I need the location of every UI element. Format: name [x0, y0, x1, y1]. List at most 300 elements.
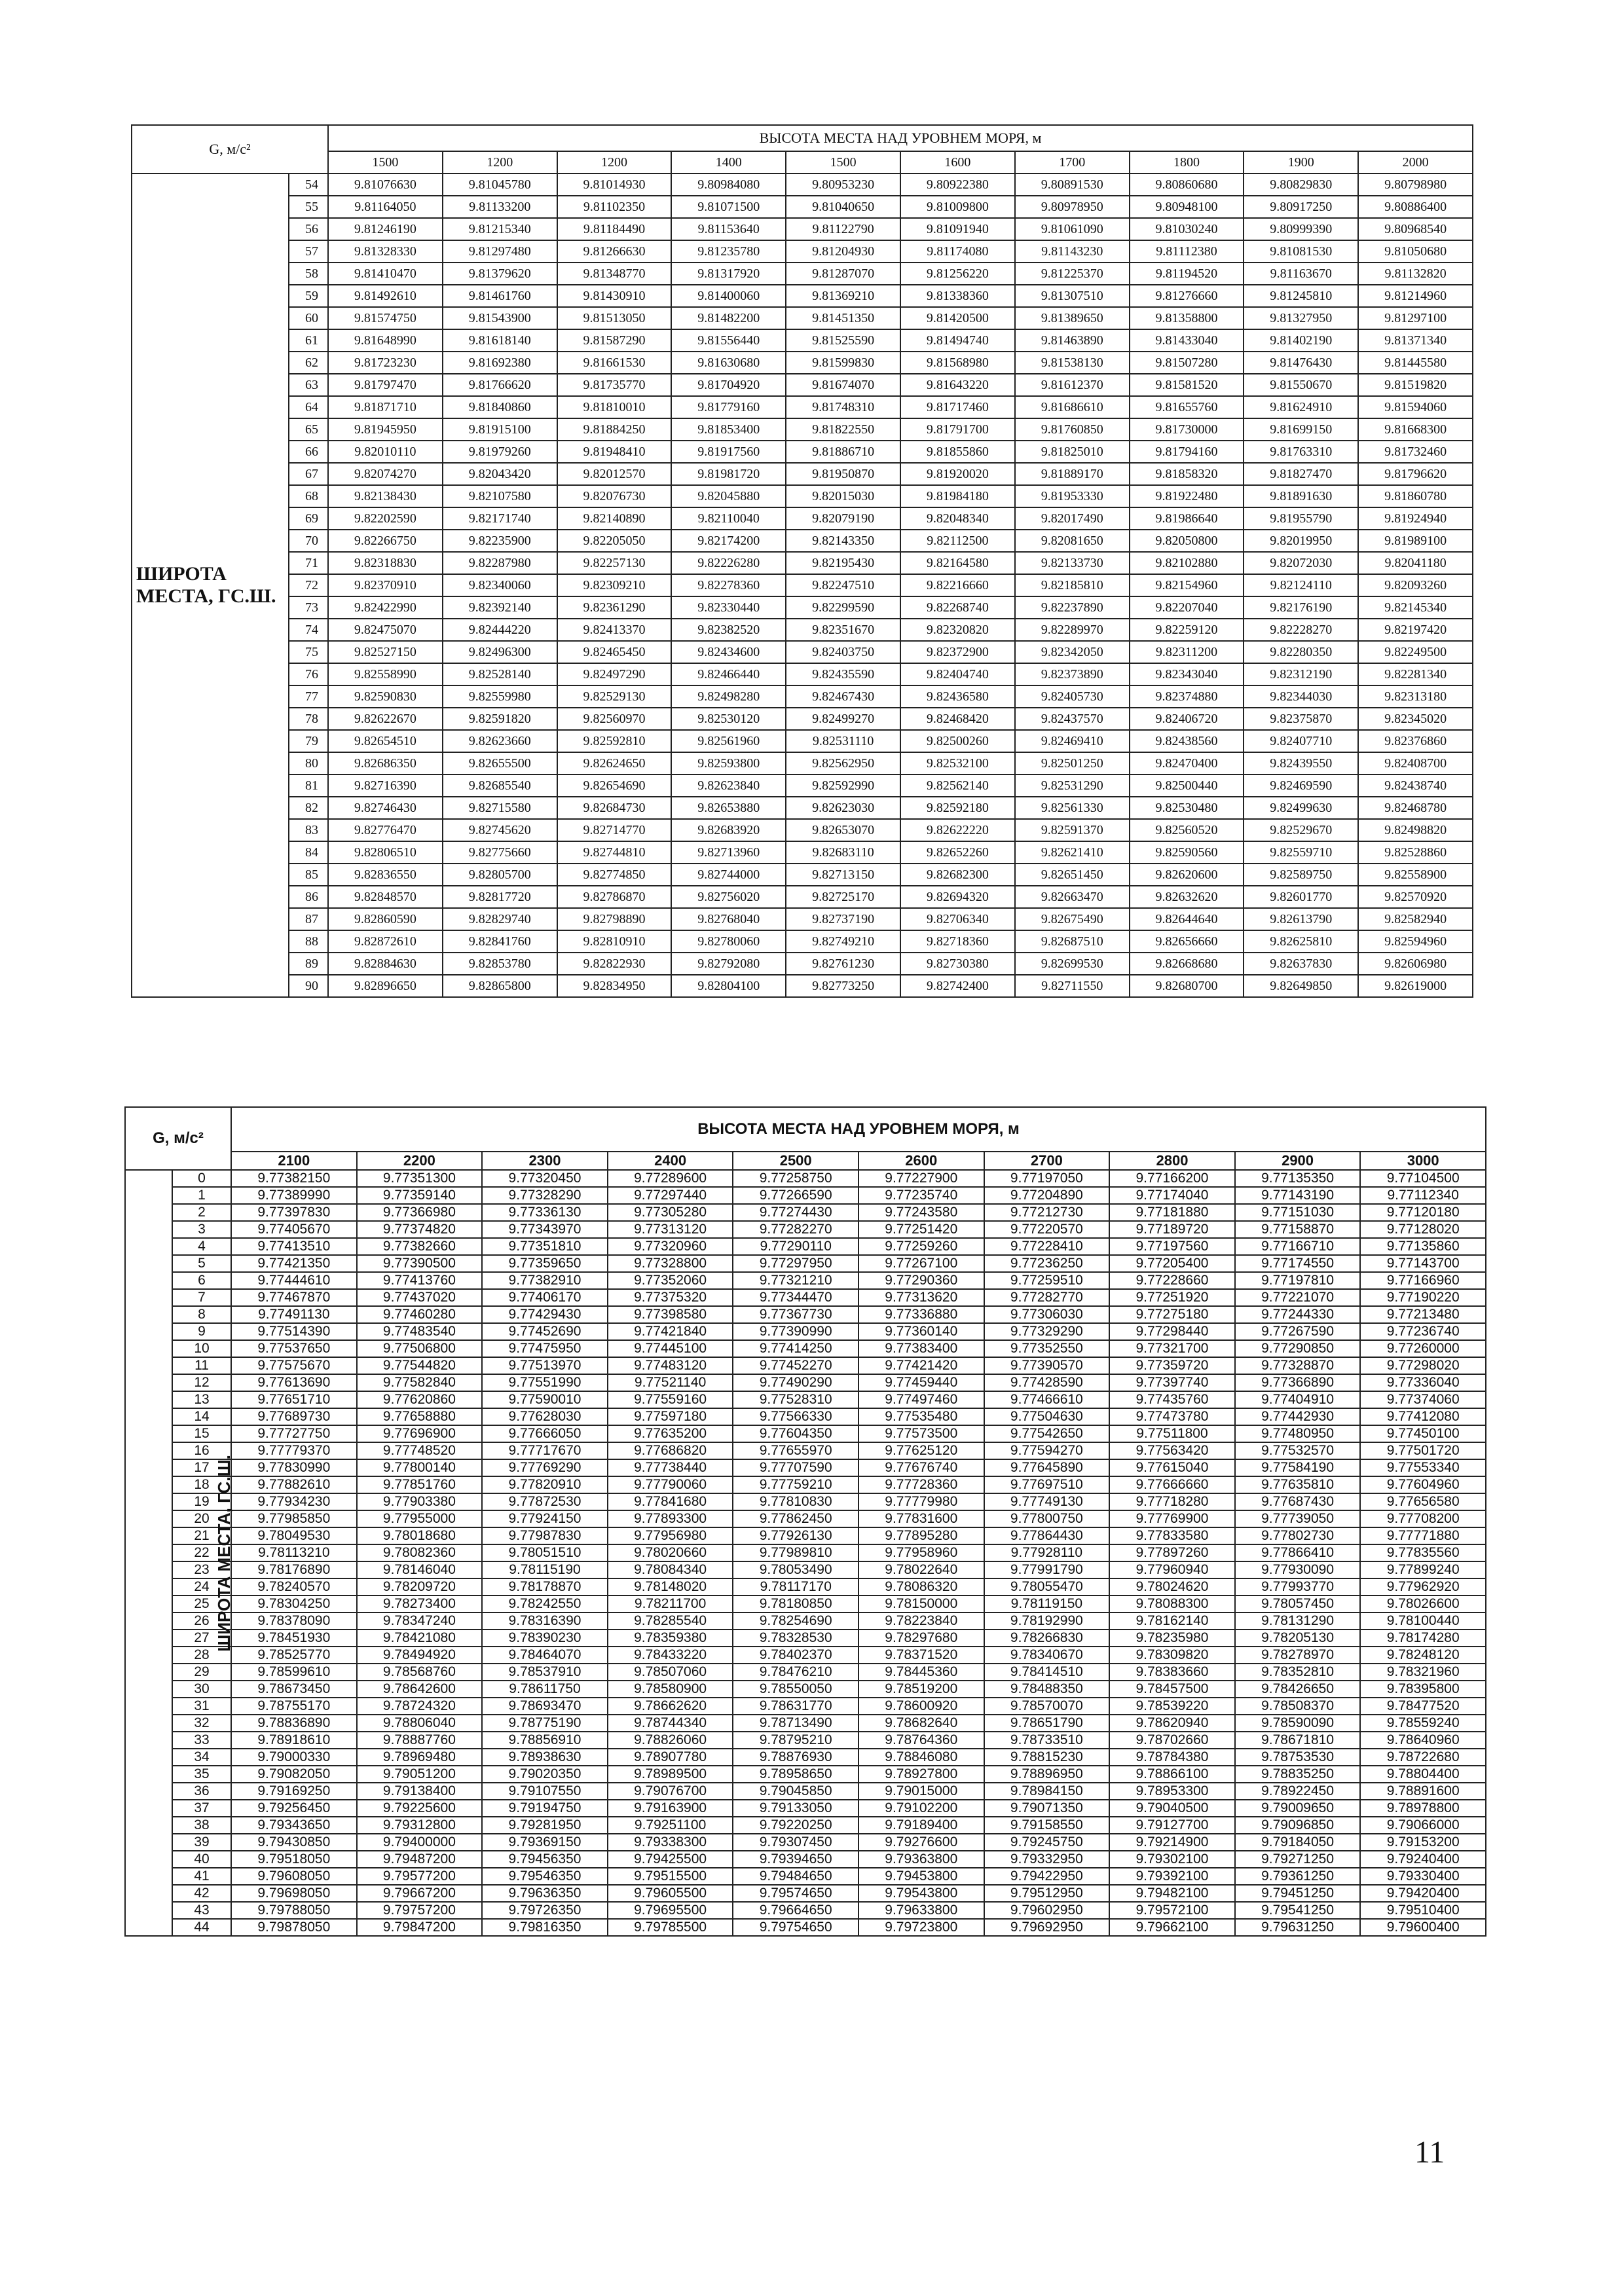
gravity-value-cell: 9.79605500	[608, 1885, 733, 1902]
gravity-value-cell: 9.81215340	[443, 218, 557, 240]
gravity-value-cell: 9.82370910	[328, 574, 443, 596]
gravity-value-cell: 9.77930090	[1235, 1561, 1361, 1578]
gravity-value-cell: 9.82623840	[671, 774, 786, 797]
gravity-value-cell: 9.82768040	[671, 908, 786, 930]
table-row	[125, 1544, 1486, 1561]
gravity-value-cell: 9.82079190	[786, 507, 900, 530]
gravity-value-cell: 9.77221070	[1235, 1289, 1361, 1306]
gravity-value-cell: 9.81030240	[1130, 218, 1244, 240]
gravity-value-cell: 9.78192990	[984, 1613, 1110, 1630]
gravity-value-cell: 9.81256220	[900, 263, 1015, 285]
gravity-value-cell: 9.79302100	[1109, 1851, 1235, 1868]
gravity-value-cell: 9.78211700	[608, 1595, 733, 1613]
gravity-value-cell: 9.77460280	[357, 1306, 483, 1323]
table-row	[125, 1885, 1486, 1902]
gravity-value-cell: 9.82207040	[1130, 596, 1244, 619]
gravity-value-cell: 9.79276600	[858, 1834, 984, 1851]
table-row	[125, 1187, 1486, 1204]
gravity-value-cell: 9.78273400	[357, 1595, 483, 1613]
gravity-value-cell: 9.81163670	[1244, 263, 1358, 285]
gravity-value-cell: 9.77514390	[231, 1323, 357, 1340]
gravity-value-cell: 9.82408700	[1358, 752, 1473, 774]
gravity-value-cell: 9.78414510	[984, 1664, 1110, 1681]
gravity-value-cell: 9.78611750	[482, 1681, 608, 1698]
gravity-value-cell: 9.82342050	[1015, 641, 1130, 663]
gravity-value-cell: 9.82699530	[1015, 953, 1130, 975]
gravity-value-cell: 9.81410470	[328, 263, 443, 285]
gravity-value-cell: 9.82268740	[900, 596, 1015, 619]
gravity-value-cell: 9.77749130	[984, 1493, 1110, 1510]
gravity-value-cell: 9.77321700	[1109, 1340, 1235, 1357]
gravity-value-cell: 9.77893300	[608, 1510, 733, 1527]
gravity-value-cell: 9.82496300	[443, 641, 557, 663]
gravity-value-cell: 9.77597180	[608, 1408, 733, 1425]
latitude-cell: 4	[172, 1238, 231, 1255]
gravity-value-cell: 9.82176190	[1244, 596, 1358, 619]
gravity-value-cell: 9.81655760	[1130, 396, 1244, 418]
gravity-value-cell: 9.82652260	[900, 841, 1015, 864]
gravity-value-cell: 9.78815230	[984, 1749, 1110, 1766]
gravity-value-cell: 9.82041180	[1358, 552, 1473, 574]
gravity-value-cell: 9.77135860	[1360, 1238, 1486, 1255]
gravity-value-cell: 9.78150000	[858, 1595, 984, 1613]
gravity-value-cell: 9.77563420	[1109, 1442, 1235, 1459]
gravity-value-cell: 9.81794160	[1130, 441, 1244, 463]
table-row	[132, 329, 1473, 352]
gravity-value-cell: 9.82311200	[1130, 641, 1244, 663]
gravity-value-cell: 9.78055470	[984, 1578, 1110, 1595]
gravity-value-cell: 9.81594060	[1358, 396, 1473, 418]
gravity-value-cell: 9.78390230	[482, 1630, 608, 1647]
altitude-column-header: 1900	[1244, 151, 1358, 173]
latitude-cell: 38	[172, 1817, 231, 1834]
altitude-column-header: 1200	[443, 151, 557, 173]
gravity-value-cell: 9.78176890	[231, 1561, 357, 1578]
gravity-value-cell: 9.78662620	[608, 1698, 733, 1715]
gravity-value-cell: 9.77352060	[608, 1272, 733, 1289]
gravity-value-cell: 9.81735770	[557, 374, 672, 396]
gravity-value-cell: 9.82792080	[671, 953, 786, 975]
gravity-value-cell: 9.77851760	[357, 1476, 483, 1493]
latitude-cell: 18	[172, 1476, 231, 1493]
gravity-value-cell: 9.82499270	[786, 708, 900, 730]
gravity-value-cell: 9.77166200	[1109, 1170, 1235, 1187]
gravity-value-cell: 9.81009800	[900, 196, 1015, 218]
gravity-value-cell: 9.82235900	[443, 530, 557, 552]
latitude-cell: 58	[289, 263, 328, 285]
gravity-value-cell: 9.78340670	[984, 1647, 1110, 1664]
gravity-value-cell: 9.77367730	[733, 1306, 858, 1323]
gravity-value-cell: 9.82500440	[1130, 774, 1244, 797]
gravity-value-cell: 9.82589750	[1244, 864, 1358, 886]
latitude-cell: 2	[172, 1204, 231, 1221]
gravity-value-cell: 9.79163900	[608, 1800, 733, 1817]
gravity-value-cell: 9.78978800	[1360, 1800, 1486, 1817]
gravity-value-cell: 9.77274430	[733, 1204, 858, 1221]
latitude-cell: 74	[289, 619, 328, 641]
latitude-cell: 1	[172, 1187, 231, 1204]
gravity-value-cell: 9.77298020	[1360, 1357, 1486, 1374]
gravity-value-cell: 9.78209720	[357, 1578, 483, 1595]
gravity-value-cell: 9.81989100	[1358, 530, 1473, 552]
table-row	[132, 307, 1473, 329]
latitude-cell: 27	[172, 1630, 231, 1647]
table-row	[132, 240, 1473, 263]
latitude-cell: 55	[289, 196, 328, 218]
gravity-value-cell: 9.77544820	[357, 1357, 483, 1374]
gravity-value-cell: 9.78051510	[482, 1544, 608, 1561]
gravity-value-cell: 9.77329290	[984, 1323, 1110, 1340]
table-row	[132, 730, 1473, 752]
table-row	[125, 1715, 1486, 1732]
gravity-value-cell: 9.78537910	[482, 1664, 608, 1681]
gravity-value-cell: 9.77360140	[858, 1323, 984, 1340]
gravity-value-cell: 9.82591820	[443, 708, 557, 730]
gravity-value-cell: 9.77645890	[984, 1459, 1110, 1476]
gravity-value-cell: 9.77866410	[1235, 1544, 1361, 1561]
altitude-column-header: 1700	[1015, 151, 1130, 173]
gravity-value-cell: 9.81297100	[1358, 307, 1473, 329]
gravity-value-cell: 9.82632620	[1130, 886, 1244, 908]
gravity-value-cell: 9.78508370	[1235, 1698, 1361, 1715]
gravity-value-cell: 9.81133200	[443, 196, 557, 218]
gravity-value-cell: 9.81699150	[1244, 418, 1358, 441]
gravity-value-cell: 9.82074270	[328, 463, 443, 485]
gravity-value-cell: 9.77872530	[482, 1493, 608, 1510]
gravity-value-cell: 9.78359380	[608, 1630, 733, 1647]
gravity-value-cell: 9.82500260	[900, 730, 1015, 752]
gravity-value-cell: 9.82756020	[671, 886, 786, 908]
gravity-value-cell: 9.82112500	[900, 530, 1015, 552]
gravity-value-cell: 9.82654510	[328, 730, 443, 752]
gravity-value-cell: 9.80922380	[900, 173, 1015, 196]
gravity-value-cell: 9.79009650	[1235, 1800, 1361, 1817]
gravity-value-cell: 9.77615040	[1109, 1459, 1235, 1476]
gravity-value-cell: 9.82528860	[1358, 841, 1473, 864]
gravity-value-cell: 9.77466610	[984, 1391, 1110, 1408]
gravity-value-cell: 9.80917250	[1244, 196, 1358, 218]
table-row	[125, 1323, 1486, 1340]
gravity-value-cell: 9.77442930	[1235, 1408, 1361, 1425]
gravity-value-cell: 9.81643220	[900, 374, 1015, 396]
gravity-value-cell: 9.82749210	[786, 930, 900, 953]
gravity-value-cell: 9.82592810	[557, 730, 672, 752]
gravity-value-cell: 9.79572100	[1109, 1902, 1235, 1919]
gravity-value-cell: 9.78371520	[858, 1647, 984, 1664]
gravity-value-cell: 9.81014930	[557, 173, 672, 196]
gravity-value-cell: 9.82606980	[1358, 953, 1473, 975]
gravity-value-cell: 9.82216660	[900, 574, 1015, 596]
gravity-value-cell: 9.82498280	[671, 685, 786, 708]
gravity-value-cell: 9.79066000	[1360, 1817, 1486, 1834]
gravity-value-cell: 9.77628030	[482, 1408, 608, 1425]
gravity-value-cell: 9.82834950	[557, 975, 672, 997]
gravity-value-cell: 9.81674070	[786, 374, 900, 396]
gravity-value-cell: 9.82694320	[900, 886, 1015, 908]
gravity-value-cell: 9.77374820	[357, 1221, 483, 1238]
gravity-value-cell: 9.80978950	[1015, 196, 1130, 218]
gravity-value-cell: 9.78620940	[1109, 1715, 1235, 1732]
gravity-value-cell: 9.77864430	[984, 1527, 1110, 1544]
gravity-value-cell: 9.77962920	[1360, 1578, 1486, 1595]
gravity-value-cell: 9.77251420	[858, 1221, 984, 1238]
gravity-value-cell: 9.78722680	[1360, 1749, 1486, 1766]
gravity-value-cell: 9.82651450	[1015, 864, 1130, 886]
gravity-value-cell: 9.82806510	[328, 841, 443, 864]
gravity-value-cell: 9.82601770	[1244, 886, 1358, 908]
gravity-value-cell: 9.77243580	[858, 1204, 984, 1221]
gravity-value-cell: 9.82742400	[900, 975, 1015, 997]
gravity-value-cell: 9.77830990	[231, 1459, 357, 1476]
latitude-cell: 39	[172, 1834, 231, 1851]
gravity-value-cell: 9.78753530	[1235, 1749, 1361, 1766]
table-row	[125, 1425, 1486, 1442]
gravity-value-cell: 9.79307450	[733, 1834, 858, 1851]
table-row	[125, 1340, 1486, 1357]
latitude-cell: 43	[172, 1902, 231, 1919]
gravity-value-cell: 9.82318830	[328, 552, 443, 574]
table-row	[125, 1732, 1486, 1749]
gravity-value-cell: 9.82468780	[1358, 797, 1473, 819]
gravity-value-cell: 9.78958650	[733, 1766, 858, 1783]
gravity-value-cell: 9.82195430	[786, 552, 900, 574]
table-row	[125, 1919, 1486, 1936]
latitude-cell: 5	[172, 1255, 231, 1272]
gravity-value-cell: 9.82653070	[786, 819, 900, 841]
gravity-value-cell: 9.77213480	[1360, 1306, 1486, 1323]
gravity-value-cell: 9.82249500	[1358, 641, 1473, 663]
gravity-value-cell: 9.79189400	[858, 1817, 984, 1834]
gravity-value-cell: 9.77584190	[1235, 1459, 1361, 1476]
gravity-value-cell: 9.79138400	[357, 1783, 483, 1800]
table-row	[125, 1476, 1486, 1493]
gravity-value-cell: 9.81920020	[900, 463, 1015, 485]
gravity-value-cell: 9.82714770	[557, 819, 672, 841]
latitude-cell: 76	[289, 663, 328, 685]
table-row	[125, 1800, 1486, 1817]
table-row	[125, 1238, 1486, 1255]
gravity-value-cell: 9.78559240	[1360, 1715, 1486, 1732]
gravity-value-cell: 9.81955790	[1244, 507, 1358, 530]
table-row	[125, 1493, 1486, 1510]
gravity-value-cell: 9.82174200	[671, 530, 786, 552]
gravity-value-cell: 9.81568980	[900, 352, 1015, 374]
gravity-value-cell: 9.78907780	[608, 1749, 733, 1766]
latitude-cell: 59	[289, 285, 328, 307]
gravity-value-cell: 9.82466440	[671, 663, 786, 685]
gravity-value-cell: 9.81661530	[557, 352, 672, 374]
gravity-value-cell: 9.77382910	[482, 1272, 608, 1289]
gravity-value-cell: 9.82530120	[671, 708, 786, 730]
gravity-value-cell: 9.77993770	[1235, 1578, 1361, 1595]
gravity-value-cell: 9.77800750	[984, 1510, 1110, 1527]
gravity-value-cell: 9.79312800	[357, 1817, 483, 1834]
gravity-value-cell: 9.77414250	[733, 1340, 858, 1357]
latitude-cell: 90	[289, 975, 328, 997]
gravity-value-cell: 9.82076730	[557, 485, 672, 507]
gravity-value-cell: 9.77651710	[231, 1391, 357, 1408]
gravity-value-cell: 9.81371340	[1358, 329, 1473, 352]
gravity-value-cell: 9.82730380	[900, 953, 1015, 975]
gravity-value-cell: 9.77297950	[733, 1255, 858, 1272]
gravity-value-cell: 9.78927800	[858, 1766, 984, 1783]
gravity-value-cell: 9.82532100	[900, 752, 1015, 774]
gravity-value-cell: 9.77413510	[231, 1238, 357, 1255]
gravity-value-cell: 9.77275180	[1109, 1306, 1235, 1323]
gravity-value-cell: 9.77475950	[482, 1340, 608, 1357]
gravity-value-cell: 9.81358800	[1130, 307, 1244, 329]
gravity-value-cell: 9.77352550	[984, 1340, 1110, 1357]
gravity-value-cell: 9.82226280	[671, 552, 786, 574]
table-row	[125, 1851, 1486, 1868]
gravity-value-cell: 9.81482200	[671, 307, 786, 329]
gravity-value-cell: 9.77390500	[357, 1255, 483, 1272]
gravity-value-cell: 9.78242550	[482, 1595, 608, 1613]
gravity-value-cell: 9.80984080	[671, 173, 786, 196]
gravity-value-cell: 9.78053490	[733, 1561, 858, 1578]
gravity-value-cell: 9.81760850	[1015, 418, 1130, 441]
gravity-value-cell: 9.82593800	[671, 752, 786, 774]
gravity-value-cell: 9.81986640	[1130, 507, 1244, 530]
gravity-value-cell: 9.81796620	[1358, 463, 1473, 485]
gravity-value-cell: 9.79726350	[482, 1902, 608, 1919]
gravity-value-cell: 9.80886400	[1358, 196, 1473, 218]
gravity-value-cell: 9.78235980	[1109, 1630, 1235, 1647]
gravity-value-cell: 9.82637830	[1244, 953, 1358, 975]
gravity-value-cell: 9.82438740	[1358, 774, 1473, 797]
gravity-value-cell: 9.82829740	[443, 908, 557, 930]
latitude-cell: 14	[172, 1408, 231, 1425]
gravity-value-cell: 9.77397830	[231, 1204, 357, 1221]
gravity-value-cell: 9.79127700	[1109, 1817, 1235, 1834]
gravity-value-cell: 9.79847200	[357, 1919, 483, 1936]
latitude-cell: 68	[289, 485, 328, 507]
gravity-value-cell: 9.78433220	[608, 1647, 733, 1664]
gravity-value-cell: 9.81143230	[1015, 240, 1130, 263]
gravity-value-cell: 9.81840860	[443, 396, 557, 418]
gravity-value-cell: 9.77445100	[608, 1340, 733, 1357]
gravity-value-cell: 9.78795210	[733, 1732, 858, 1749]
gravity-value-cell: 9.77655970	[733, 1442, 858, 1459]
gravity-value-cell: 9.79281950	[482, 1817, 608, 1834]
gravity-value-cell: 9.79757200	[357, 1902, 483, 1919]
latitude-cell: 70	[289, 530, 328, 552]
gravity-value-cell: 9.81204930	[786, 240, 900, 263]
gravity-value-cell: 9.78631770	[733, 1698, 858, 1715]
gravity-value-cell: 9.78316390	[482, 1613, 608, 1630]
gravity-value-cell: 9.81915100	[443, 418, 557, 441]
latitude-cell: 29	[172, 1664, 231, 1681]
table-row	[132, 864, 1473, 886]
table-row	[132, 173, 1473, 196]
gravity-value-cell: 9.77666660	[1109, 1476, 1235, 1493]
table-row	[125, 1595, 1486, 1613]
gravity-value-cell: 9.77707590	[733, 1459, 858, 1476]
gravity-value-cell: 9.81091940	[900, 218, 1015, 240]
altitude-column-header: 3000	[1360, 1152, 1486, 1170]
gravity-value-cell: 9.77862450	[733, 1510, 858, 1527]
gravity-value-cell: 9.77120180	[1360, 1204, 1486, 1221]
gravity-value-cell: 9.82853780	[443, 953, 557, 975]
gravity-value-cell: 9.81338360	[900, 285, 1015, 307]
gravity-value-cell: 9.77635810	[1235, 1476, 1361, 1493]
gravity-value-cell: 9.82592990	[786, 774, 900, 797]
gravity-value-cell: 9.81668300	[1358, 418, 1473, 441]
gravity-value-cell: 9.82382520	[671, 619, 786, 641]
gravity-value-cell: 9.77259260	[858, 1238, 984, 1255]
gravity-value-cell: 9.81327950	[1244, 307, 1358, 329]
gravity-value-cell: 9.79000330	[231, 1749, 357, 1766]
table-row	[125, 1561, 1486, 1578]
gravity-value-cell: 9.77382660	[357, 1238, 483, 1255]
gravity-value-cell: 9.82860590	[328, 908, 443, 930]
gravity-value-cell: 9.82403750	[786, 641, 900, 663]
gravity-value-cell: 9.82836550	[328, 864, 443, 886]
gravity-value-cell: 9.81550670	[1244, 374, 1358, 396]
gravity-value-cell: 9.82817720	[443, 886, 557, 908]
latitude-cell: 80	[289, 752, 328, 774]
gravity-value-cell: 9.81379620	[443, 263, 557, 285]
gravity-value-cell: 9.77575670	[231, 1357, 357, 1374]
gravity-value-cell: 9.77236250	[984, 1255, 1110, 1272]
gravity-value-cell: 9.80948100	[1130, 196, 1244, 218]
gravity-value-cell: 9.81328330	[328, 240, 443, 263]
gravity-value-cell: 9.77204890	[984, 1187, 1110, 1204]
gravity-value-cell: 9.82706340	[900, 908, 1015, 930]
gravity-value-cell: 9.82865800	[443, 975, 557, 997]
gravity-value-cell: 9.82528140	[443, 663, 557, 685]
gravity-value-cell: 9.79330400	[1360, 1868, 1486, 1885]
gravity-value-cell: 9.81348770	[557, 263, 672, 285]
gravity-value-cell: 9.81858320	[1130, 463, 1244, 485]
gravity-value-cell: 9.82896650	[328, 975, 443, 997]
gravity-value-cell: 9.77452270	[733, 1357, 858, 1374]
gravity-value-cell: 9.77810830	[733, 1493, 858, 1510]
gravity-value-cell: 9.77511800	[1109, 1425, 1235, 1442]
gravity-value-cell: 9.82202590	[328, 507, 443, 530]
gravity-value-cell: 9.78891600	[1360, 1783, 1486, 1800]
gravity-value-cell: 9.77960940	[1109, 1561, 1235, 1578]
gravity-value-cell: 9.82392140	[443, 596, 557, 619]
gravity-value-cell: 9.82810910	[557, 930, 672, 953]
gravity-value-cell: 9.77328290	[482, 1187, 608, 1204]
gravity-value-cell: 9.77697510	[984, 1476, 1110, 1493]
gravity-value-cell: 9.78426650	[1235, 1681, 1361, 1698]
gravity-value-cell: 9.78744340	[608, 1715, 733, 1732]
gravity-value-cell: 9.82558900	[1358, 864, 1473, 886]
gravity-value-cell: 9.77728360	[858, 1476, 984, 1493]
gravity-value-cell: 9.77708200	[1360, 1510, 1486, 1527]
table-row	[132, 418, 1473, 441]
gravity-value-cell: 9.77429430	[482, 1306, 608, 1323]
gravity-value-cell: 9.79633800	[858, 1902, 984, 1919]
gravity-value-cell: 9.79515500	[608, 1868, 733, 1885]
gravity-value-cell: 9.78938630	[482, 1749, 608, 1766]
gravity-value-cell: 9.77228410	[984, 1238, 1110, 1255]
gravity-value-cell: 9.77903380	[357, 1493, 483, 1510]
gravity-value-cell: 9.77444610	[231, 1272, 357, 1289]
gravity-value-cell: 9.82682300	[900, 864, 1015, 886]
latitude-cell: 75	[289, 641, 328, 663]
gravity-value-cell: 9.81884250	[557, 418, 672, 441]
gravity-value-cell: 9.77112340	[1360, 1187, 1486, 1204]
gravity-value-cell: 9.81153640	[671, 218, 786, 240]
gravity-value-cell: 9.82745620	[443, 819, 557, 841]
gravity-value-cell: 9.81853400	[671, 418, 786, 441]
gravity-value-cell: 9.77987830	[482, 1527, 608, 1544]
gravity-value-cell: 9.77382150	[231, 1170, 357, 1187]
gravity-value-cell: 9.82655500	[443, 752, 557, 774]
